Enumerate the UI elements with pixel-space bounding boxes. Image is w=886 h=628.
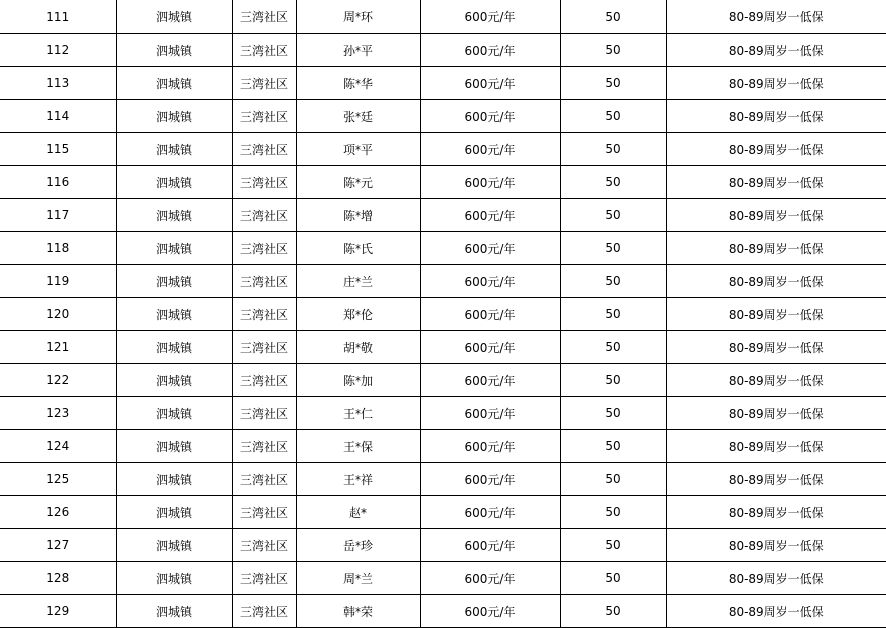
cell-town: 泗城镇 — [116, 364, 232, 397]
cell-serial-number: 118 — [0, 232, 116, 265]
cell-category: 80-89周岁一低保 — [666, 67, 886, 100]
cell-serial-number: 123 — [0, 397, 116, 430]
cell-standard: 600元/年 — [420, 397, 560, 430]
cell-community: 三湾社区 — [232, 496, 296, 529]
cell-name: 陈*增 — [296, 199, 420, 232]
cell-serial-number: 127 — [0, 529, 116, 562]
cell-standard: 600元/年 — [420, 562, 560, 595]
cell-town: 泗城镇 — [116, 463, 232, 496]
cell-community: 三湾社区 — [232, 67, 296, 100]
cell-standard: 600元/年 — [420, 265, 560, 298]
cell-town: 泗城镇 — [116, 0, 232, 34]
cell-amount: 50 — [560, 67, 666, 100]
table-row — [0, 133, 886, 166]
cell-serial-number: 121 — [0, 331, 116, 364]
cell-town: 泗城镇 — [116, 331, 232, 364]
cell-category: 80-89周岁一低保 — [666, 298, 886, 331]
cell-category: 80-89周岁一低保 — [666, 265, 886, 298]
table-row — [0, 364, 886, 397]
cell-town: 泗城镇 — [116, 430, 232, 463]
table-row — [0, 595, 886, 628]
cell-amount: 50 — [560, 529, 666, 562]
cell-amount: 50 — [560, 562, 666, 595]
cell-name: 庄*兰 — [296, 265, 420, 298]
cell-community: 三湾社区 — [232, 199, 296, 232]
cell-amount: 50 — [560, 199, 666, 232]
cell-standard: 600元/年 — [420, 331, 560, 364]
cell-name: 陈*加 — [296, 364, 420, 397]
table-row — [0, 100, 886, 133]
cell-standard: 600元/年 — [420, 364, 560, 397]
cell-community: 三湾社区 — [232, 364, 296, 397]
cell-town: 泗城镇 — [116, 397, 232, 430]
cell-serial-number: 117 — [0, 199, 116, 232]
cell-serial-number: 122 — [0, 364, 116, 397]
table-row — [0, 496, 886, 529]
cell-community: 三湾社区 — [232, 562, 296, 595]
cell-community: 三湾社区 — [232, 298, 296, 331]
cell-town: 泗城镇 — [116, 199, 232, 232]
cell-community: 三湾社区 — [232, 34, 296, 67]
cell-name: 周*环 — [296, 0, 420, 34]
cell-serial-number: 112 — [0, 34, 116, 67]
cell-community: 三湾社区 — [232, 331, 296, 364]
cell-amount: 50 — [560, 232, 666, 265]
cell-serial-number: 111 — [0, 0, 116, 34]
cell-name: 陈*华 — [296, 67, 420, 100]
cell-community: 三湾社区 — [232, 133, 296, 166]
cell-community: 三湾社区 — [232, 595, 296, 628]
cell-name: 赵* — [296, 496, 420, 529]
cell-amount: 50 — [560, 331, 666, 364]
table-row — [0, 562, 886, 595]
cell-category: 80-89周岁一低保 — [666, 397, 886, 430]
cell-amount: 50 — [560, 496, 666, 529]
table-row — [0, 397, 886, 430]
cell-serial-number: 119 — [0, 265, 116, 298]
cell-name: 郑*伦 — [296, 298, 420, 331]
cell-community: 三湾社区 — [232, 529, 296, 562]
cell-standard: 600元/年 — [420, 133, 560, 166]
cell-community: 三湾社区 — [232, 166, 296, 199]
cell-town: 泗城镇 — [116, 496, 232, 529]
table-row — [0, 265, 886, 298]
cell-community: 三湾社区 — [232, 463, 296, 496]
cell-community: 三湾社区 — [232, 232, 296, 265]
cell-name: 陈*元 — [296, 166, 420, 199]
cell-serial-number: 126 — [0, 496, 116, 529]
table-row — [0, 463, 886, 496]
cell-category: 80-89周岁一低保 — [666, 34, 886, 67]
cell-town: 泗城镇 — [116, 529, 232, 562]
cell-standard: 600元/年 — [420, 430, 560, 463]
cell-standard: 600元/年 — [420, 496, 560, 529]
table-row — [0, 430, 886, 463]
table-row — [0, 298, 886, 331]
cell-amount: 50 — [560, 34, 666, 67]
cell-category: 80-89周岁一低保 — [666, 331, 886, 364]
cell-amount: 50 — [560, 463, 666, 496]
table-row — [0, 529, 886, 562]
cell-name: 韩*荣 — [296, 595, 420, 628]
cell-standard: 600元/年 — [420, 232, 560, 265]
cell-serial-number: 114 — [0, 100, 116, 133]
cell-standard: 600元/年 — [420, 199, 560, 232]
cell-standard: 600元/年 — [420, 166, 560, 199]
cell-town: 泗城镇 — [116, 562, 232, 595]
table-row — [0, 199, 886, 232]
cell-name: 项*平 — [296, 133, 420, 166]
cell-category: 80-89周岁一低保 — [666, 364, 886, 397]
cell-town: 泗城镇 — [116, 166, 232, 199]
cell-town: 泗城镇 — [116, 232, 232, 265]
cell-town: 泗城镇 — [116, 298, 232, 331]
cell-amount: 50 — [560, 397, 666, 430]
cell-standard: 600元/年 — [420, 67, 560, 100]
cell-standard: 600元/年 — [420, 463, 560, 496]
cell-serial-number: 120 — [0, 298, 116, 331]
table-row — [0, 34, 886, 67]
cell-category: 80-89周岁一低保 — [666, 562, 886, 595]
cell-standard: 600元/年 — [420, 595, 560, 628]
cell-town: 泗城镇 — [116, 595, 232, 628]
table-row — [0, 331, 886, 364]
cell-town: 泗城镇 — [116, 67, 232, 100]
cell-amount: 50 — [560, 265, 666, 298]
table-row — [0, 166, 886, 199]
cell-community: 三湾社区 — [232, 397, 296, 430]
cell-category: 80-89周岁一低保 — [666, 430, 886, 463]
cell-name: 陈*氏 — [296, 232, 420, 265]
cell-community: 三湾社区 — [232, 265, 296, 298]
cell-standard: 600元/年 — [420, 0, 560, 34]
cell-amount: 50 — [560, 364, 666, 397]
cell-category: 80-89周岁一低保 — [666, 232, 886, 265]
cell-town: 泗城镇 — [116, 265, 232, 298]
cell-category: 80-89周岁一低保 — [666, 133, 886, 166]
table-row — [0, 67, 886, 100]
cell-serial-number: 128 — [0, 562, 116, 595]
cell-category: 80-89周岁一低保 — [666, 463, 886, 496]
cell-amount: 50 — [560, 0, 666, 34]
cell-community: 三湾社区 — [232, 430, 296, 463]
cell-serial-number: 125 — [0, 463, 116, 496]
cell-amount: 50 — [560, 133, 666, 166]
cell-name: 王*祥 — [296, 463, 420, 496]
cell-town: 泗城镇 — [116, 34, 232, 67]
table-row — [0, 0, 886, 34]
cell-serial-number: 115 — [0, 133, 116, 166]
cell-name: 王*保 — [296, 430, 420, 463]
cell-category: 80-89周岁一低保 — [666, 529, 886, 562]
cell-serial-number: 113 — [0, 67, 116, 100]
cell-category: 80-89周岁一低保 — [666, 496, 886, 529]
cell-name: 孙*平 — [296, 34, 420, 67]
cell-standard: 600元/年 — [420, 529, 560, 562]
cell-name: 胡*敬 — [296, 331, 420, 364]
cell-standard: 600元/年 — [420, 100, 560, 133]
table-row — [0, 232, 886, 265]
cell-serial-number: 129 — [0, 595, 116, 628]
cell-name: 王*仁 — [296, 397, 420, 430]
cell-amount: 50 — [560, 298, 666, 331]
cell-town: 泗城镇 — [116, 100, 232, 133]
cell-serial-number: 124 — [0, 430, 116, 463]
cell-serial-number: 116 — [0, 166, 116, 199]
cell-amount: 50 — [560, 166, 666, 199]
cell-name: 张*廷 — [296, 100, 420, 133]
cell-standard: 600元/年 — [420, 34, 560, 67]
cell-community: 三湾社区 — [232, 100, 296, 133]
cell-town: 泗城镇 — [116, 133, 232, 166]
cell-amount: 50 — [560, 430, 666, 463]
cell-category: 80-89周岁一低保 — [666, 199, 886, 232]
cell-amount: 50 — [560, 595, 666, 628]
cell-standard: 600元/年 — [420, 298, 560, 331]
cell-community: 三湾社区 — [232, 0, 296, 34]
cell-category: 80-89周岁一低保 — [666, 166, 886, 199]
cell-name: 周*兰 — [296, 562, 420, 595]
cell-category: 80-89周岁一低保 — [666, 595, 886, 628]
cell-category: 80-89周岁一低保 — [666, 100, 886, 133]
cell-name: 岳*珍 — [296, 529, 420, 562]
cell-category: 80-89周岁一低保 — [666, 0, 886, 34]
cell-amount: 50 — [560, 100, 666, 133]
